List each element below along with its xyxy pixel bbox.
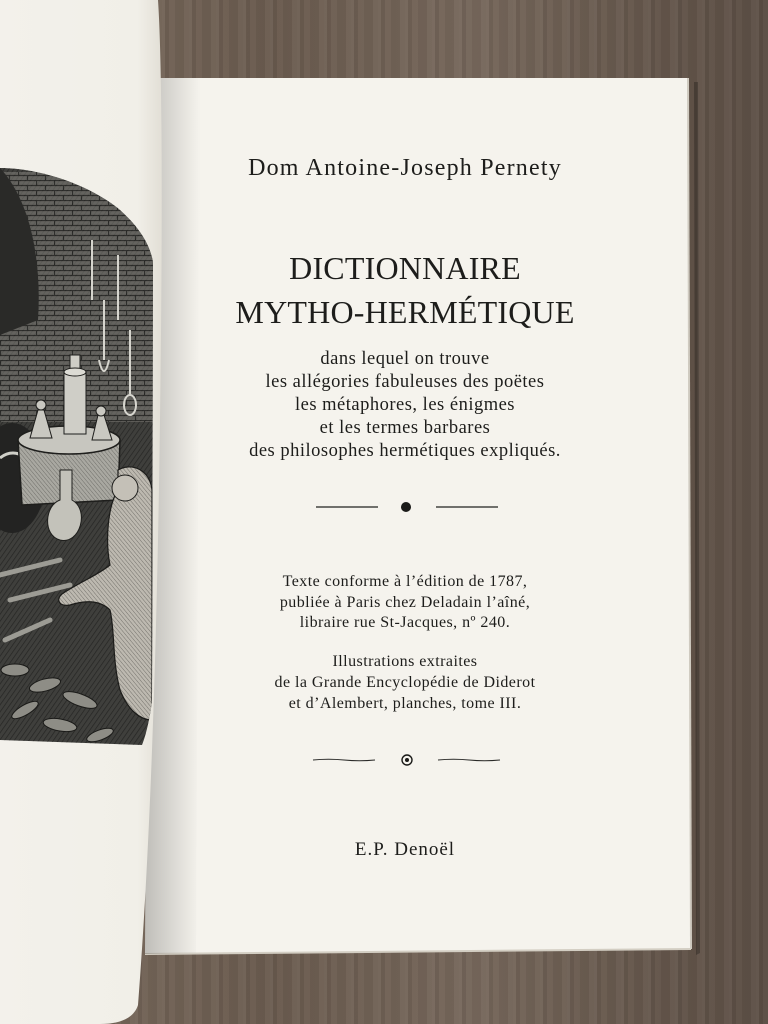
facing-page xyxy=(0,0,162,1024)
author-name: Dom Antoine-Joseph Pernety xyxy=(248,155,562,181)
subtitle-line: dans lequel on trouve xyxy=(320,349,490,369)
illustration-note-line: de la Grande Encyclopédie de Diderot xyxy=(274,674,536,691)
subtitle-line: les allégories fabuleuses des poëtes xyxy=(265,372,545,392)
book-title-line-1: DICTIONNAIRE xyxy=(289,250,521,286)
subtitle-line: des philosophes hermétiques expliqués. xyxy=(249,441,561,461)
edition-note-line: Texte conforme à l’édition de 1787, xyxy=(282,573,528,590)
edition-note-line: libraire rue St-Jacques, nº 240. xyxy=(299,614,511,631)
subtitle-line: et les termes barbares xyxy=(319,418,491,438)
publisher-name: E.P. Denoël xyxy=(354,839,456,860)
edition-note-line: publiée à Paris chez Deladain l’aîné, xyxy=(279,593,531,611)
illustration-note-line: Illustrations extraites xyxy=(332,653,478,670)
book-title-line-2: MYTHO-HERMÉTIQUE xyxy=(235,294,575,330)
illustration-note xyxy=(160,651,650,714)
title-page xyxy=(145,78,700,955)
edition-note xyxy=(160,572,650,634)
illustration-note-line: et d’Alembert, planches, tome III. xyxy=(288,695,522,712)
engraving-illustration xyxy=(0,160,160,760)
subtitle-line: les métaphores, les énigmes xyxy=(294,395,516,415)
subtitle-block xyxy=(160,348,650,463)
